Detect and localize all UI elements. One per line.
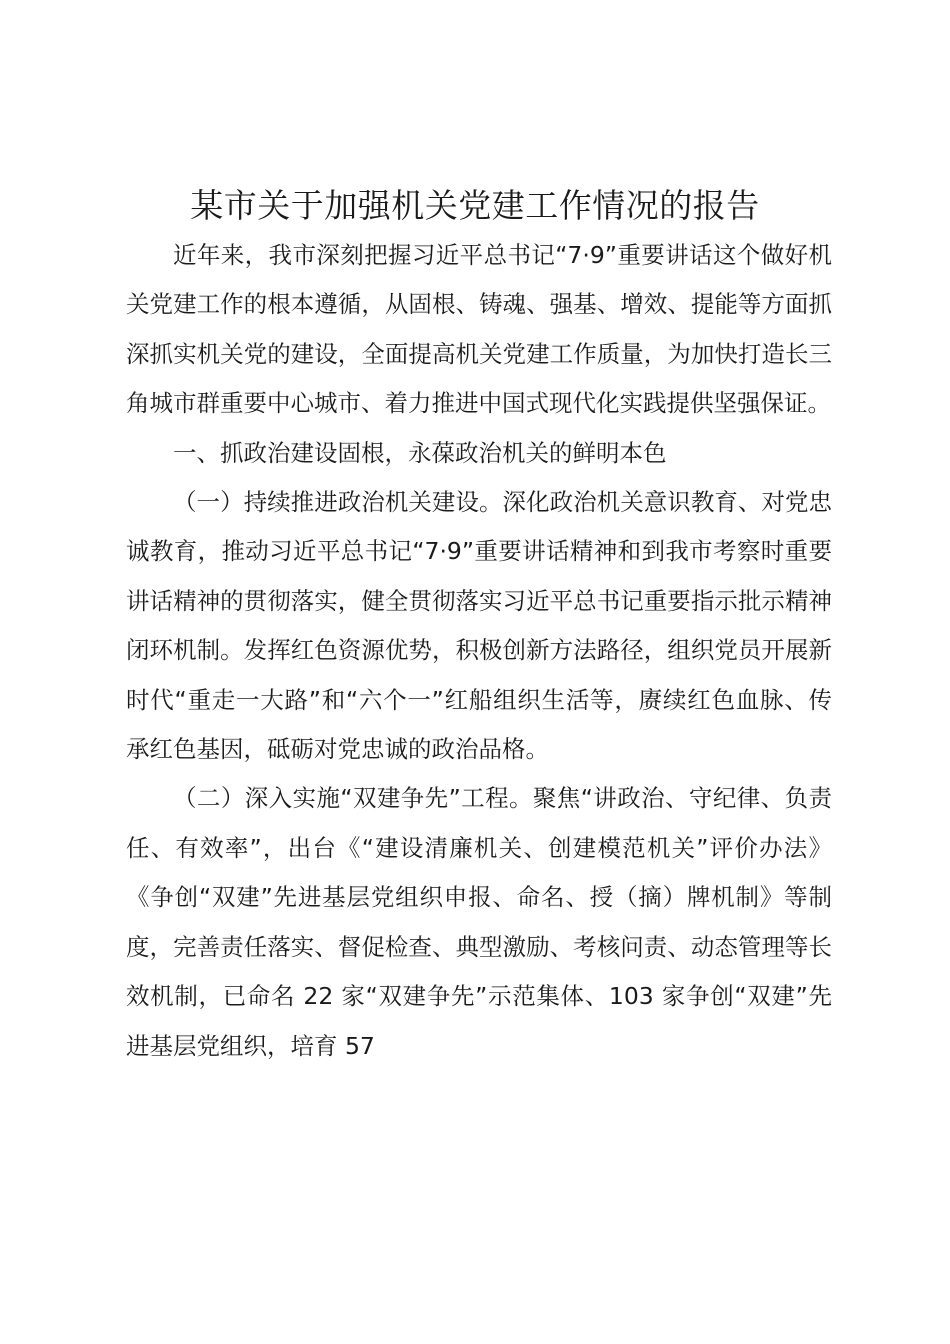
- document-title: 某市关于加强机关党建工作情况的报告: [190, 186, 760, 225]
- section-heading-1: 一、抓政治建设固根，永葆政治机关的鲜明本色: [173, 438, 667, 467]
- paragraph-subsection-1: （一）持续推进政治机关建设。深化政治机关意识教育、对党忠诚教育，推动习近平总书记“7·9”重要讲话精神和到我市考察时重要讲话精神的贯彻落实，健全贯彻落实习近平总书记重要指示批示精神闭环机制。发挥红色资源优势，积极创新方法路径，组织党员开展新时代“重走一大路”和“六个一”红船组织生活等，赓续红色血脉、传承红色基因，砥砺对党忠诚的政治品格。: [126, 488, 832, 764]
- paragraph-intro: 近年来，我市深刻把握习近平总书记“7·9”重要讲话这个做好机关党建工作的根本遵循，从固根、铸魂、强基、增效、提能等方面抓深抓实机关党的建设，全面提高机关党建工作质量，为加快打造长三角城市群重要中心城市、着力推进中国式现代化实践提供坚强保证。: [126, 241, 832, 418]
- document-body: [126, 231, 832, 1071]
- paragraph-subsection-2: （二）深入实施“双建争先”工程。聚焦“讲政治、守纪律、负责任、有效率”，出台《“建设清廉机关、创建模范机关”评价办法》《争创“双建”先进基层党组织申报、命名、授（摘）牌机制》等制度，完善责任落实、督促检查、典型激励、考核问责、动态管理等长效机制，已命名 22 家“双建争先”示范集体、103 家争创“双建”先进基层党组织，培育 57: [126, 784, 832, 1060]
